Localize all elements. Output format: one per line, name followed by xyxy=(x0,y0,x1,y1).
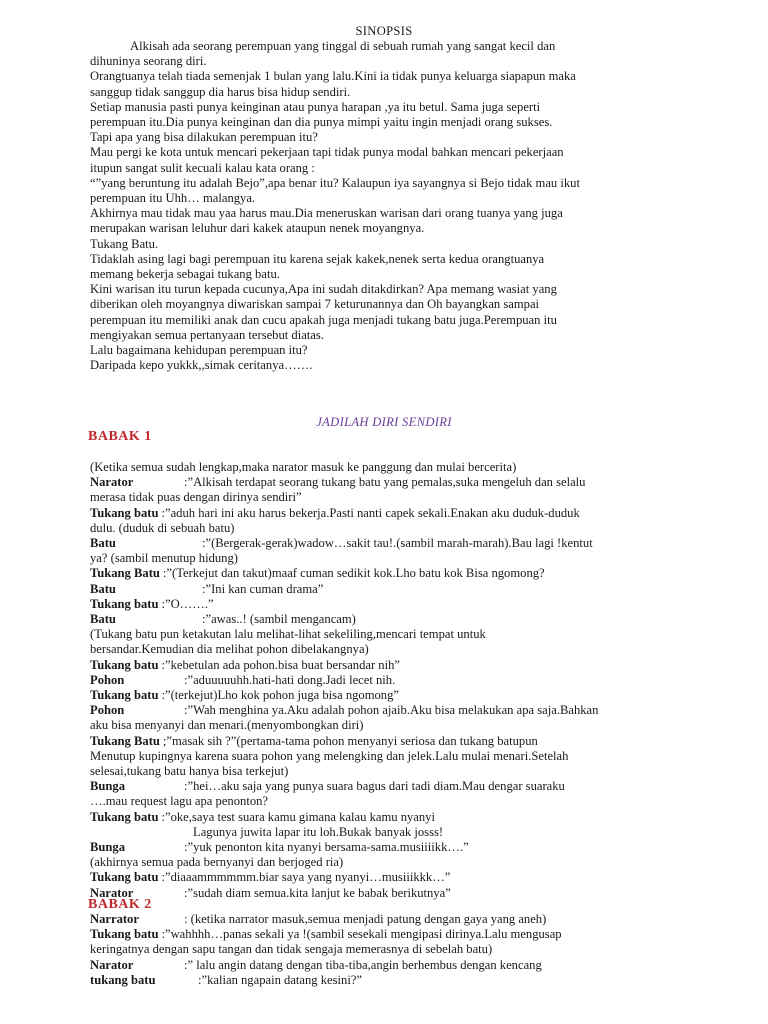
speaker-name: Narator xyxy=(90,475,134,490)
dialogue-text: :” lalu angin datang dengan tiba-tiba,angin berhembus dengan kencang xyxy=(184,957,542,972)
script-line xyxy=(90,764,690,779)
script-line xyxy=(90,460,690,475)
dialogue-text: aku bisa menyanyi dan menari.(menyombongkan diri) xyxy=(90,718,364,733)
speaker-name: Batu xyxy=(90,581,116,596)
script-line xyxy=(90,973,690,988)
synopsis-line: Orangtuanya telah tiada semenjak 1 bulan yang lalu.Kini ia tidak punya keluarga siapapun maka xyxy=(90,69,576,84)
dialogue-text: :”aduh hari ini aku harus bekerja.Pasti nanti capek sekali.Enakan aku duduk-duduk xyxy=(161,505,580,520)
script-line xyxy=(90,673,690,688)
babak-1-heading: BABAK 1 xyxy=(88,429,152,444)
speaker-name: Batu xyxy=(90,612,116,627)
dialogue-text: Menutup kupingnya karena suara pohon yang melengking dan jelek.Lalu mulai menari.Setelah xyxy=(90,748,569,763)
script-line xyxy=(90,642,690,657)
speaker-name: Narrator xyxy=(90,912,139,926)
dialogue-text: (Ketika semua sudah lengkap,maka narator masuk ke panggung dan mulai bercerita) xyxy=(90,460,517,474)
dialogue-text: merasa tidak puas dengan dirinya sendiri” xyxy=(90,490,302,505)
dialogue-text: :”(Bergerak-gerak)wadow…sakit tau!.(sambil marah-marah).Bau lagi !kentut xyxy=(202,536,593,551)
speaker-name: Tukang batu xyxy=(90,596,159,611)
dialogue-text: :”(Terkejut dan takut)maaf cuman sedikit kok.Lho batu kok Bisa ngomong? xyxy=(162,566,545,581)
synopsis-line: itupun sangat sulit kecuali kalau kata orang : xyxy=(90,160,315,175)
script-babak-1 xyxy=(90,460,690,901)
script-line xyxy=(90,734,690,749)
dialogue-text: ;”masak sih ?”(pertama-tama pohon menyanyi seriosa dan tukang batupun xyxy=(162,733,538,748)
synopsis-line: Setiap manusia pasti punya keinginan atau punya harapan ,ya itu betul. Sama juga seperti xyxy=(90,99,541,114)
dialogue-text: :”hei…aku saja yang punya suara bagus dari tadi diam.Mau dengar suaraku xyxy=(184,779,565,794)
speaker-name: Narator xyxy=(90,957,134,972)
synopsis-line: “”yang beruntung itu adalah Bejo”,apa benar itu? Kalaupun iya sayangnya si Bejo tidak mau ikut xyxy=(90,175,580,190)
dialogue-text: :”kebetulan ada pohon.bisa buat bersandar nih” xyxy=(161,657,400,672)
dialogue-text: selesai,tukang batu hanya bisa terkejut) xyxy=(90,764,289,779)
synopsis-line: Tukang Batu. xyxy=(90,236,159,251)
dialogue-text: dulu. (duduk di sebuah batu) xyxy=(90,520,235,535)
script-line xyxy=(90,779,690,794)
script-line xyxy=(90,942,690,957)
synopsis-line: perempuan itu Uhh… malangya. xyxy=(90,191,256,206)
page-title: SINOPSIS xyxy=(355,24,413,38)
synopsis-line: memang bekerja sebagai tukang batu. xyxy=(90,267,280,282)
speaker-name: Tukang batu xyxy=(90,809,159,824)
script-line xyxy=(90,612,690,627)
script-line xyxy=(90,927,690,942)
script-line xyxy=(90,840,690,855)
dialogue-text: :”oke,saya test suara kamu gimana kalau kamu nyanyi xyxy=(161,809,435,824)
script-line xyxy=(90,658,690,673)
script-line xyxy=(90,566,690,581)
speaker-name: Tukang batu xyxy=(90,870,159,885)
dialogue-text: :”Alkisah terdapat seorang tukang batu yang pemalas,suka mengeluh dan selalu xyxy=(184,475,586,490)
dialogue-text: :”wahhhh…panas sekali ya !(sambil sesekali mengipasi dirinya.Lalu mengusap xyxy=(161,927,562,942)
synopsis-line: Alkisah ada seorang perempuan yang tinggal di sebuah rumah yang sangat kecil dan xyxy=(130,39,556,53)
dialogue-text: Lagunya juwita lapar itu loh.Bukak banyak josss! xyxy=(193,824,444,839)
synopsis-line: Mau pergi ke kota untuk mencari pekerjaan tapi tidak punya modal bahkan mencari pekerjaan xyxy=(90,145,564,160)
dialogue-text: :”Wah menghina ya.Aku adalah pohon ajaib.Aku bisa melakukan apa saja.Bahkan xyxy=(184,703,599,718)
script-line xyxy=(90,870,690,885)
synopsis-line: perempuan itu memiliki anak dan cucu apakah juga menjadi tukang batu juga.Perempuan itu xyxy=(90,312,557,327)
speaker-name: Tukang batu xyxy=(90,657,159,672)
dialogue-text: keringatnya dengan sapu tangan dan tidak sengaja memerasnya di sebelah batu) xyxy=(90,942,493,957)
script-line xyxy=(90,490,690,505)
play-title: JADILAH DIRI SENDIRI xyxy=(316,415,452,429)
dialogue-text: :”kalian ngapain datang kesini?” xyxy=(198,972,363,987)
synopsis-line: Lalu bagaimana kehidupan perempuan itu? xyxy=(90,343,308,358)
script-line xyxy=(90,506,690,521)
script-line xyxy=(90,475,690,490)
script-line xyxy=(90,749,690,764)
script-line xyxy=(90,825,690,840)
script-line xyxy=(90,582,690,597)
speaker-name: Bunga xyxy=(90,779,126,794)
script-line xyxy=(90,794,690,809)
script-line xyxy=(90,703,690,718)
synopsis-line: Tidaklah asing lagi bagi perempuan itu karena sejak kakek,nenek serta kedua orangtuanya xyxy=(90,251,545,266)
speaker-name: Tukang batu xyxy=(90,688,159,703)
script-line xyxy=(90,810,690,825)
dialogue-text: ….mau request lagu apa penonton? xyxy=(90,794,269,809)
dialogue-text: :”(terkejut)Lho kok pohon juga bisa ngomong” xyxy=(161,688,399,703)
synopsis-line: Akhirnya mau tidak mau yaa harus mau.Dia meneruskan warisan dari orang tuanya yang juga xyxy=(90,206,563,221)
dialogue-text: ya? (sambil menutup hidung) xyxy=(90,551,238,566)
dialogue-text: :”yuk penonton kita nyanyi bersama-sama.musiiiikk….” xyxy=(184,840,469,855)
speaker-name: tukang batu xyxy=(90,972,156,987)
script-babak-2 xyxy=(90,912,690,988)
dialogue-text: bersandar.Kemudian dia melihat pohon dibelakangnya) xyxy=(90,642,369,657)
dialogue-text: (Tukang batu pun ketakutan lalu melihat-lihat sekeliling,mencari tempat untuk xyxy=(90,627,486,642)
synopsis-line: merupakan warisan leluhur dari kakek ataupun nenek moyangnya. xyxy=(90,221,425,236)
script-line xyxy=(90,958,690,973)
speaker-name: Bunga xyxy=(90,840,126,855)
speaker-name: Tukang Batu xyxy=(90,733,160,748)
script-line xyxy=(90,718,690,733)
script-line xyxy=(90,627,690,642)
synopsis-line: Daripada kepo yukkk,,simak ceritanya……. xyxy=(90,358,313,373)
script-line xyxy=(90,551,690,566)
script-line xyxy=(90,521,690,536)
synopsis-line: perempuan itu.Dia punya keinginan dan dia punya mimpi yaitu ingin menjadi orang sukses. xyxy=(90,115,553,130)
script-line xyxy=(90,855,690,870)
synopsis-line: dihuninya seorang diri. xyxy=(90,54,207,69)
synopsis-line: diberikan oleh moyangnya diwariskan sampai 7 keturunannya dan Oh bayangkan sampai xyxy=(90,297,540,312)
synopsis-line: sanggup tidak sanggup dia harus bisa hidup sendiri. xyxy=(90,84,351,99)
speaker-name: Narator xyxy=(90,885,134,900)
script-line xyxy=(90,536,690,551)
script-line xyxy=(90,912,690,927)
dialogue-text: :”diaaammmmmm.biar saya yang nyanyi…musiiikkk…” xyxy=(161,870,451,885)
synopsis-line: Kini warisan itu turun kepada cucunya,Apa ini sudah ditakdirkan? Apa memang wasiat yang xyxy=(90,282,557,297)
speaker-name: Tukang batu xyxy=(90,927,159,942)
dialogue-text: : (ketika narrator masuk,semua menjadi patung dengan gaya yang aneh) xyxy=(184,912,547,926)
script-line xyxy=(90,688,690,703)
dialogue-text: :”awas..! (sambil mengancam) xyxy=(202,612,356,627)
speaker-name: Batu xyxy=(90,536,116,551)
synopsis-body xyxy=(90,39,690,373)
babak-2-heading: BABAK 2 xyxy=(88,897,152,912)
script-line xyxy=(90,597,690,612)
dialogue-text: :”aduuuuuhh.hati-hati dong.Jadi lecet nih. xyxy=(184,672,396,687)
speaker-name: Pohon xyxy=(90,703,125,718)
dialogue-text: :”O…….” xyxy=(161,596,214,611)
synopsis-line: Tapi apa yang bisa dilakukan perempuan itu? xyxy=(90,130,318,145)
speaker-name: Pohon xyxy=(90,672,125,687)
dialogue-text: :”Ini kan cuman drama” xyxy=(202,581,324,596)
synopsis-line: mengiyakan semua pertanyaan tersebut diatas. xyxy=(90,327,324,342)
dialogue-text: (akhirnya semua pada bernyanyi dan berjoged ria) xyxy=(90,855,344,870)
script-line xyxy=(90,886,690,901)
dialogue-text: :”sudah diam semua.kita lanjut ke babak berikutnya” xyxy=(184,885,451,900)
speaker-name: Tukang Batu xyxy=(90,566,160,581)
speaker-name: Tukang batu xyxy=(90,505,159,520)
